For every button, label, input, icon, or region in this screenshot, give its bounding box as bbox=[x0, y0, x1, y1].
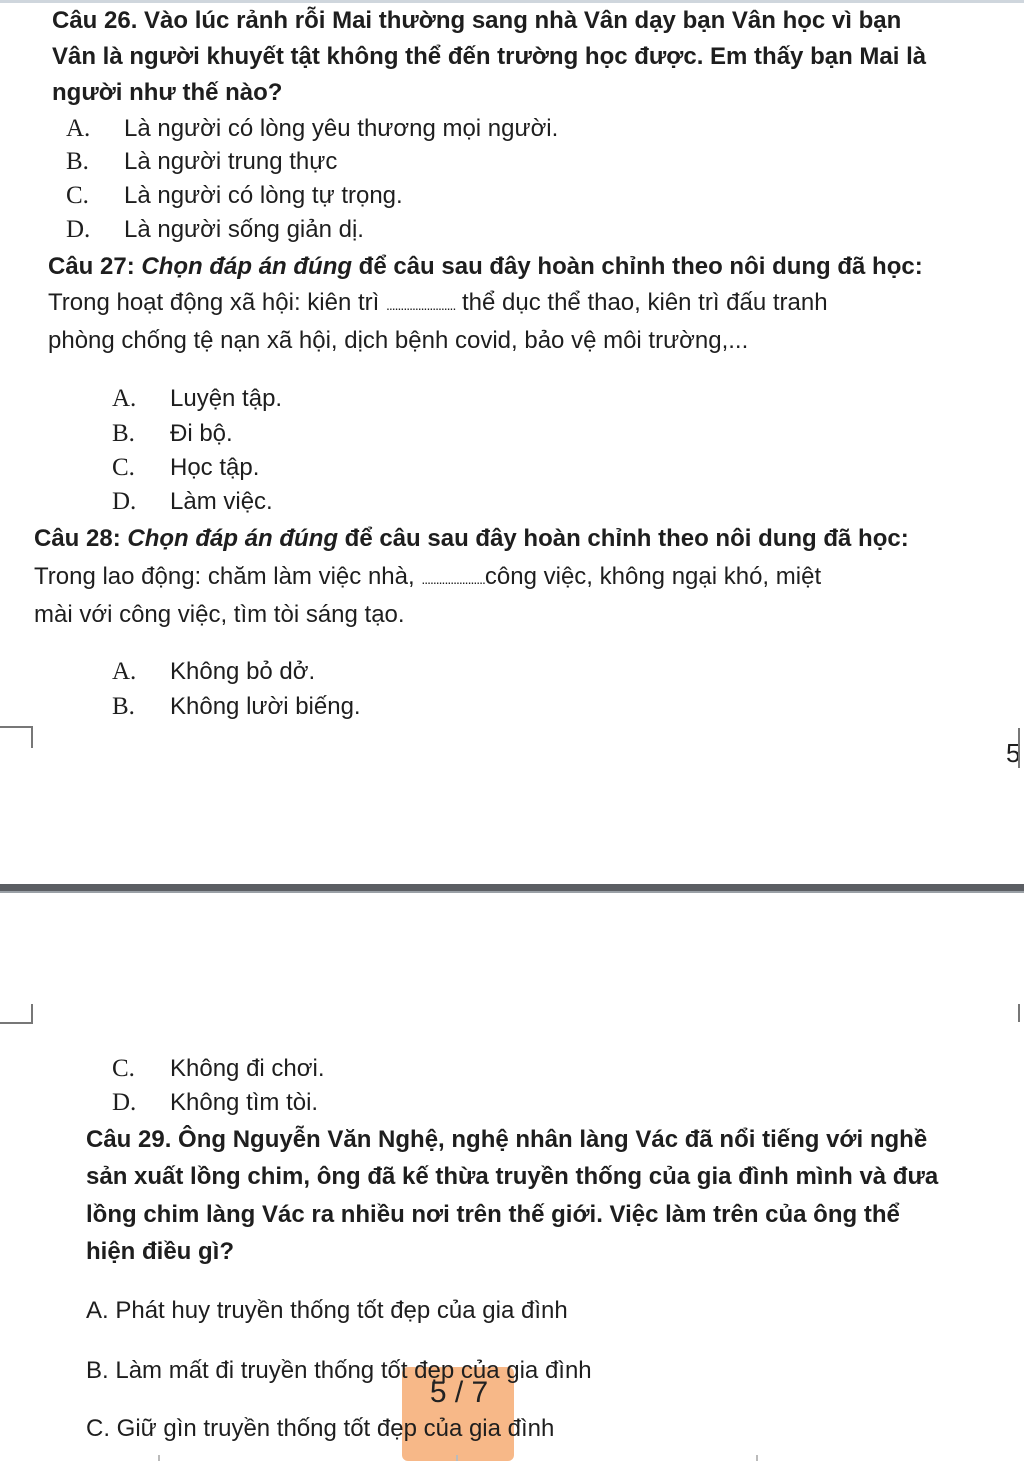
q29-line-3: lồng chim làng Vác ra nhiều nơi trên thế giới. Việc làm trên của ông thể bbox=[86, 1201, 900, 1228]
q29-line-2: sản xuất lồng chim, ông đã kế thừa truyền thống của gia đình mình và đưa bbox=[86, 1163, 939, 1190]
q28-label: Câu 28: bbox=[34, 525, 128, 552]
option-letter: B. bbox=[112, 420, 135, 447]
option-text: Đi bộ. bbox=[170, 420, 233, 447]
option-letter: A. bbox=[112, 385, 137, 412]
option-letter: D. bbox=[66, 216, 91, 243]
ruler-tick bbox=[456, 1455, 458, 1461]
option-text: Là người trung thực bbox=[124, 148, 338, 175]
q28-instruction: để câu sau đây hoàn chỉnh theo nôi dung đã học: bbox=[338, 525, 909, 552]
option-text: Không lười biếng. bbox=[170, 693, 361, 720]
q29-line-4: hiện điều gì? bbox=[86, 1238, 234, 1265]
option-letter: C. bbox=[112, 1055, 135, 1082]
q27-text-a: Trong hoạt động xã hội: kiên trì bbox=[48, 289, 386, 316]
q28-text-b: công việc, không ngại khó, miệt bbox=[484, 563, 822, 590]
ruler-tick bbox=[158, 1455, 160, 1461]
q26-option-a bbox=[66, 114, 558, 144]
q27-option-a bbox=[112, 384, 282, 414]
q27-instruction: để câu sau đây hoàn chỉnh theo nôi dung đã học: bbox=[352, 253, 923, 280]
q28-option-c bbox=[112, 1054, 325, 1084]
q27-text-b: thể dục thể thao, kiên trì đấu tranh bbox=[455, 289, 828, 316]
option-text: Là người sống giản dị. bbox=[124, 216, 364, 243]
top-rule bbox=[0, 0, 1024, 3]
option-letter: C. bbox=[112, 454, 135, 481]
q27-heading bbox=[48, 252, 923, 282]
q29-option-a: A. Phát huy truyền thống tốt đẹp của gia đình bbox=[86, 1297, 568, 1324]
q26-option-c bbox=[66, 181, 403, 211]
ruler-tick bbox=[756, 1455, 758, 1461]
q26-line-2: Vân là người khuyết tật không thể đến trường học được. Em thấy bạn Mai là bbox=[52, 43, 927, 70]
q28-option-d bbox=[112, 1088, 318, 1118]
q27-sentence-line-1 bbox=[48, 288, 828, 320]
q28-sentence-line-1 bbox=[34, 562, 821, 594]
q29-line-1: Câu 29. Ông Nguyễn Văn Nghệ, nghệ nhân làng Vác đã nổi tiếng với nghề bbox=[86, 1126, 928, 1153]
page-corner-mark bbox=[0, 726, 33, 748]
option-text: Học tập. bbox=[170, 454, 260, 481]
q28-option-b bbox=[112, 692, 361, 722]
q26-option-d bbox=[66, 215, 364, 245]
option-letter: A. bbox=[66, 115, 91, 142]
q28-heading bbox=[34, 524, 909, 554]
option-letter: B. bbox=[66, 148, 89, 175]
q27-option-b bbox=[112, 419, 233, 449]
page-break-shadow bbox=[0, 891, 1024, 893]
q28-instruction-italic: Chọn đáp án đúng bbox=[127, 525, 339, 552]
q28-option-a bbox=[112, 657, 315, 687]
page-indicator: 5 / 7 bbox=[429, 1376, 489, 1409]
q27-option-d bbox=[112, 487, 273, 517]
option-text: Không đi chơi. bbox=[170, 1055, 325, 1082]
q28-sentence-line-2: mài với công việc, tìm tòi sáng tạo. bbox=[34, 601, 405, 628]
q27-label: Câu 27: bbox=[48, 253, 142, 280]
option-text: Không bỏ dở. bbox=[170, 658, 316, 685]
q27-instruction-italic: Chọn đáp án đúng bbox=[141, 253, 353, 280]
option-text: Làm việc. bbox=[170, 488, 273, 515]
q27-sentence-line-2: phòng chống tệ nạn xã hội, dịch bệnh covid, bảo vệ môi trường,... bbox=[48, 327, 749, 354]
option-letter: D. bbox=[112, 1089, 137, 1116]
option-letter: B. bbox=[112, 693, 135, 720]
q29-option-c: C. Giữ gìn truyền thống tốt đẹp của gia đình bbox=[86, 1415, 555, 1442]
page-corner-mark bbox=[1018, 1004, 1024, 1022]
q26-option-b bbox=[66, 147, 337, 177]
option-text: Luyện tập. bbox=[170, 385, 283, 412]
page-corner-mark bbox=[0, 1004, 33, 1024]
page-number: 5 bbox=[1006, 738, 1021, 768]
q26-line-3: người như thế nào? bbox=[52, 79, 283, 106]
option-letter: C. bbox=[66, 182, 89, 209]
q26-line-1: Câu 26. Vào lúc rảnh rỗi Mai thường sang nhà Vân dạy bạn Vân học vì bạn bbox=[52, 7, 902, 34]
q28-text-a: Trong lao động: chăm làm việc nhà, bbox=[34, 563, 422, 590]
q28-blank: ...................... bbox=[421, 571, 485, 587]
q27-option-c bbox=[112, 453, 259, 483]
q27-blank: ........................ bbox=[385, 297, 456, 313]
option-letter: D. bbox=[112, 488, 137, 515]
option-text: Là người có lòng tự trọng. bbox=[124, 182, 403, 209]
option-text: Không tìm tòi. bbox=[170, 1089, 319, 1116]
option-text: Là người có lòng yêu thương mọi người. bbox=[124, 115, 559, 142]
page-corner-mark bbox=[1018, 728, 1024, 768]
option-letter: A. bbox=[112, 658, 137, 685]
q29-option-b: B. Làm mất đi truyền thống tốt đẹp của gia đình bbox=[86, 1357, 592, 1384]
